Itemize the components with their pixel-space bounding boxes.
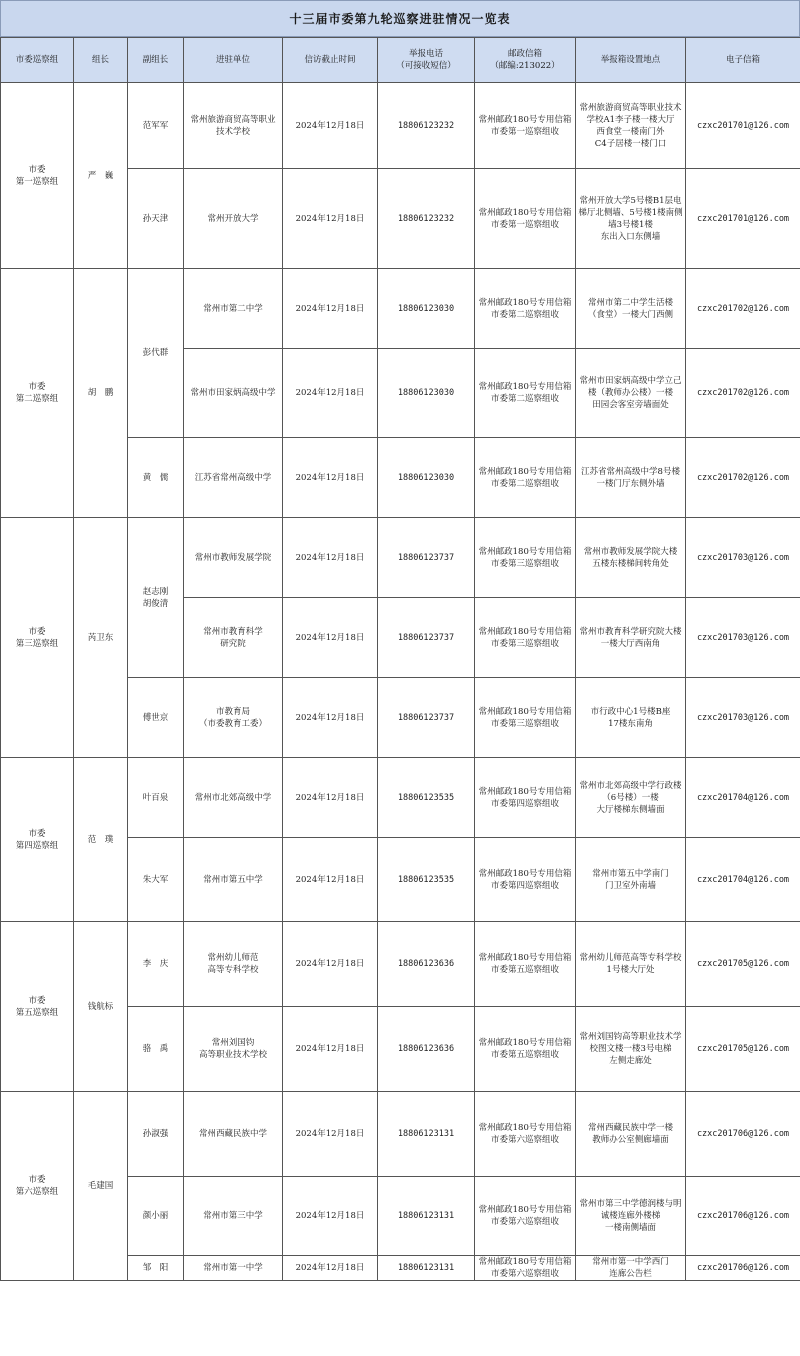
deputy-cell: 黄 儒 (128, 438, 184, 518)
phone-cell: 18806123737 (378, 518, 475, 598)
box-location-cell: 常州幼儿师范高等专科学校 1号楼大厅处 (576, 922, 686, 1007)
mailbox-cell: 常州邮政180号专用信箱 市委第四巡察组收 (475, 838, 576, 922)
mailbox-cell: 常州邮政180号专用信箱 市委第四巡察组收 (475, 758, 576, 838)
phone-cell: 18806123030 (378, 438, 475, 518)
email-cell: czxc201701@126.com (686, 169, 800, 269)
header-phone: 举报电话 （可接收短信） (378, 38, 475, 83)
leader-cell: 严 巍 (74, 83, 128, 269)
box-location-cell: 常州市第五中学南门 门卫室外南墙 (576, 838, 686, 922)
group-name-cell: 市委 第三巡察组 (1, 518, 74, 758)
unit-cell: 常州市教师发展学院 (184, 518, 283, 598)
deadline-cell: 2024年12月18日 (283, 349, 378, 438)
deputy-cell: 孙淑强 (128, 1092, 184, 1177)
email-cell: czxc201704@126.com (686, 758, 800, 838)
table-row (1, 1092, 800, 1177)
mailbox-cell: 常州邮政180号专用信箱 市委第二巡察组收 (475, 269, 576, 349)
deputy-cell: 彭代群 (128, 269, 184, 438)
deputy-cell: 孙天津 (128, 169, 184, 269)
email-cell: czxc201703@126.com (686, 518, 800, 598)
email-cell: czxc201706@126.com (686, 1256, 800, 1281)
phone-cell: 18806123535 (378, 838, 475, 922)
phone-cell: 18806123636 (378, 1007, 475, 1092)
email-cell: czxc201702@126.com (686, 269, 800, 349)
box-location-cell: 常州市北郊高级中学行政楼 （6号楼）一楼 大厅楼梯东侧墙面 (576, 758, 686, 838)
deadline-cell: 2024年12月18日 (283, 598, 378, 678)
deadline-cell: 2024年12月18日 (283, 438, 378, 518)
phone-cell: 18806123131 (378, 1177, 475, 1256)
box-location-cell: 江苏省常州高级中学8号楼 一楼门厅东侧外墙 (576, 438, 686, 518)
unit-cell: 常州市第五中学 (184, 838, 283, 922)
header-deputy: 副组长 (128, 38, 184, 83)
email-cell: czxc201702@126.com (686, 349, 800, 438)
mailbox-cell: 常州邮政180号专用信箱 市委第五巡察组收 (475, 1007, 576, 1092)
inspection-table (0, 37, 800, 1281)
header-deadline: 信访截止时间 (283, 38, 378, 83)
unit-cell: 常州市北郊高级中学 (184, 758, 283, 838)
deputy-cell: 傅世京 (128, 678, 184, 758)
unit-cell: 常州刘国钧 高等职业技术学校 (184, 1007, 283, 1092)
header-unit: 进驻单位 (184, 38, 283, 83)
table-row (1, 922, 800, 1007)
unit-cell: 常州幼儿师范 高等专科学校 (184, 922, 283, 1007)
table-row (1, 269, 800, 349)
mailbox-cell: 常州邮政180号专用信箱 市委第五巡察组收 (475, 922, 576, 1007)
box-location-cell: 常州刘国钧高等职业技术学 校图文楼一楼3号电梯 左侧走廊处 (576, 1007, 686, 1092)
deputy-cell: 范军军 (128, 83, 184, 169)
deputy-cell: 骆 禹 (128, 1007, 184, 1092)
email-cell: czxc201703@126.com (686, 678, 800, 758)
group-name-cell: 市委 第五巡察组 (1, 922, 74, 1092)
unit-cell: 常州市第三中学 (184, 1177, 283, 1256)
group-name-cell: 市委 第二巡察组 (1, 269, 74, 518)
group-name-cell: 市委 第一巡察组 (1, 83, 74, 269)
deputy-cell: 李 庆 (128, 922, 184, 1007)
phone-cell: 18806123737 (378, 598, 475, 678)
table-row (1, 83, 800, 169)
box-location-cell: 常州西藏民族中学一楼 教师办公室侧廊墙面 (576, 1092, 686, 1177)
phone-cell: 18806123030 (378, 349, 475, 438)
box-location-cell: 常州市教师发展学院大楼 五楼东楼梯间转角处 (576, 518, 686, 598)
mailbox-cell: 常州邮政180号专用信箱 市委第三巡察组收 (475, 598, 576, 678)
email-cell: czxc201705@126.com (686, 922, 800, 1007)
deputy-cell: 赵志刚 胡俊清 (128, 518, 184, 678)
deadline-cell: 2024年12月18日 (283, 1007, 378, 1092)
table-row (1, 758, 800, 838)
box-location-cell: 常州开放大学5号楼B1层电 梯厅北侧墙、5号楼1楼南侧 墙3号楼1楼 东出入口东侧墙 (576, 169, 686, 269)
mailbox-cell: 常州邮政180号专用信箱 市委第一巡察组收 (475, 169, 576, 269)
deadline-cell: 2024年12月18日 (283, 1177, 378, 1256)
mailbox-cell: 常州邮政180号专用信箱 市委第二巡察组收 (475, 349, 576, 438)
phone-cell: 18806123232 (378, 83, 475, 169)
header-group: 市委巡察组 (1, 38, 74, 83)
phone-cell: 18806123131 (378, 1256, 475, 1281)
leader-cell: 胡 鹏 (74, 269, 128, 518)
email-cell: czxc201706@126.com (686, 1092, 800, 1177)
unit-cell: 常州市第二中学 (184, 269, 283, 349)
leader-cell: 毛建国 (74, 1092, 128, 1281)
box-location-cell: 常州市教育科学研究院大楼 一楼大厅西南角 (576, 598, 686, 678)
deputy-cell: 颜小丽 (128, 1177, 184, 1256)
deadline-cell: 2024年12月18日 (283, 1092, 378, 1177)
header-box-location: 举报箱设置地点 (576, 38, 686, 83)
table-body (1, 83, 800, 1281)
phone-cell: 18806123131 (378, 1092, 475, 1177)
mailbox-cell: 常州邮政180号专用信箱 市委第三巡察组收 (475, 518, 576, 598)
deadline-cell: 2024年12月18日 (283, 83, 378, 169)
unit-cell: 常州市教育科学 研究院 (184, 598, 283, 678)
deadline-cell: 2024年12月18日 (283, 758, 378, 838)
mailbox-cell: 常州邮政180号专用信箱 市委第三巡察组收 (475, 678, 576, 758)
phone-cell: 18806123232 (378, 169, 475, 269)
deputy-cell: 邹 阳 (128, 1256, 184, 1281)
box-location-cell: 常州市第二中学生活楼 （食堂）一楼大门西侧 (576, 269, 686, 349)
unit-cell: 常州市田家炳高级中学 (184, 349, 283, 438)
deputy-cell: 朱大军 (128, 838, 184, 922)
mailbox-cell: 常州邮政180号专用信箱 市委第二巡察组收 (475, 438, 576, 518)
mailbox-cell: 常州邮政180号专用信箱 市委第六巡察组收 (475, 1092, 576, 1177)
email-cell: czxc201704@126.com (686, 838, 800, 922)
box-location-cell: 市行政中心1号楼B座 17楼东南角 (576, 678, 686, 758)
table-row (1, 518, 800, 598)
group-name-cell: 市委 第四巡察组 (1, 758, 74, 922)
phone-cell: 18806123636 (378, 922, 475, 1007)
email-cell: czxc201701@126.com (686, 83, 800, 169)
unit-cell: 常州开放大学 (184, 169, 283, 269)
phone-cell: 18806123030 (378, 269, 475, 349)
leader-cell: 范 璞 (74, 758, 128, 922)
mailbox-cell: 常州邮政180号专用信箱 市委第六巡察组收 (475, 1256, 576, 1281)
deadline-cell: 2024年12月18日 (283, 922, 378, 1007)
deadline-cell: 2024年12月18日 (283, 518, 378, 598)
unit-cell: 市教育局 （市委教育工委） (184, 678, 283, 758)
header-leader: 组长 (74, 38, 128, 83)
email-cell: czxc201702@126.com (686, 438, 800, 518)
header-email: 电子信箱 (686, 38, 800, 83)
email-cell: czxc201703@126.com (686, 598, 800, 678)
mailbox-cell: 常州邮政180号专用信箱 市委第六巡察组收 (475, 1177, 576, 1256)
leader-cell: 钱航标 (74, 922, 128, 1092)
leader-cell: 芮卫东 (74, 518, 128, 758)
phone-cell: 18806123535 (378, 758, 475, 838)
deadline-cell: 2024年12月18日 (283, 678, 378, 758)
header-mailbox: 邮政信箱 （邮编:213022） (475, 38, 576, 83)
unit-cell: 常州市第一中学 (184, 1256, 283, 1281)
unit-cell: 常州旅游商贸高等职业 技术学校 (184, 83, 283, 169)
table-title: 十三届市委第九轮巡察进驻情况一览表 (0, 0, 800, 37)
email-cell: czxc201706@126.com (686, 1177, 800, 1256)
deadline-cell: 2024年12月18日 (283, 1256, 378, 1281)
unit-cell: 常州西藏民族中学 (184, 1092, 283, 1177)
box-location-cell: 常州市田家炳高级中学立己 楼（教师办公楼）一楼 田园会客室旁墙面处 (576, 349, 686, 438)
box-location-cell: 常州旅游商贸高等职业技术 学校A1李子楼一楼大厅 西食堂一楼南门外 C4子居楼一楼门口 (576, 83, 686, 169)
phone-cell: 18806123737 (378, 678, 475, 758)
email-cell: czxc201705@126.com (686, 1007, 800, 1092)
deadline-cell: 2024年12月18日 (283, 838, 378, 922)
header-row (1, 38, 800, 83)
deputy-cell: 叶百泉 (128, 758, 184, 838)
deadline-cell: 2024年12月18日 (283, 169, 378, 269)
group-name-cell: 市委 第六巡察组 (1, 1092, 74, 1281)
box-location-cell: 常州市第一中学西门 连廊公告栏 (576, 1256, 686, 1281)
deadline-cell: 2024年12月18日 (283, 269, 378, 349)
box-location-cell: 常州市第三中学德润楼与明 诚楼连廊外楼梯 一楼南侧墙面 (576, 1177, 686, 1256)
unit-cell: 江苏省常州高级中学 (184, 438, 283, 518)
mailbox-cell: 常州邮政180号专用信箱 市委第一巡察组收 (475, 83, 576, 169)
